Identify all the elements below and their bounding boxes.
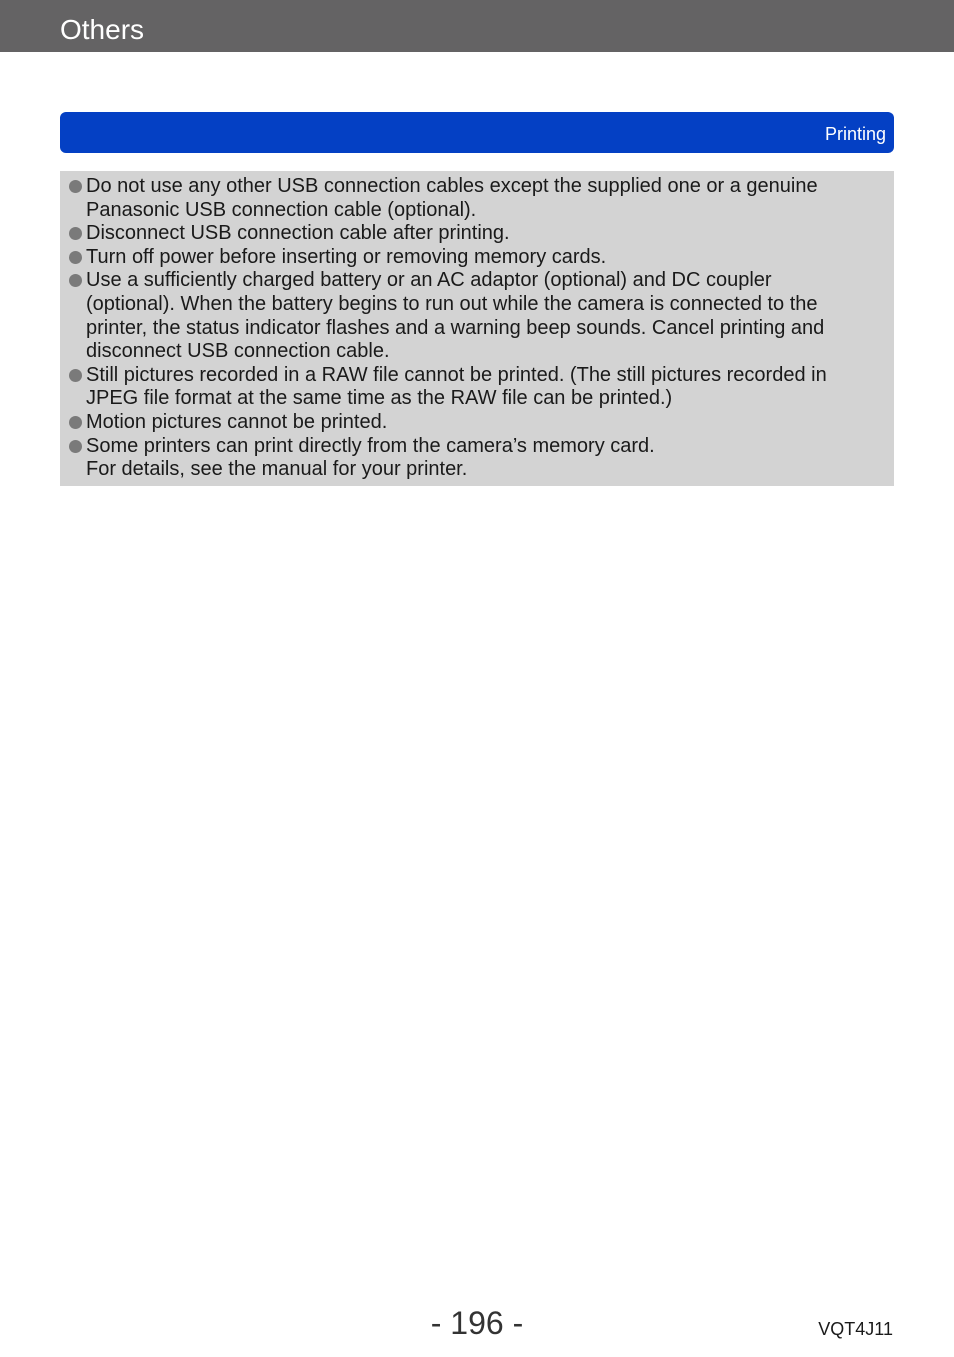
note-line: JPEG file format at the same time as the RAW file can be printed.) bbox=[86, 387, 673, 410]
note-item bbox=[68, 222, 874, 246]
note-line: Still pictures recorded in a RAW file cannot be printed. (The still pictures recorded in bbox=[86, 363, 827, 386]
note-item bbox=[68, 246, 874, 270]
section-label: Printing bbox=[824, 124, 886, 144]
note-item bbox=[68, 269, 874, 363]
note-line: (optional). When the battery begins to run out while the camera is connected to the bbox=[86, 292, 818, 315]
note-item bbox=[68, 435, 874, 482]
note-line: disconnect USB connection cable. bbox=[86, 340, 390, 363]
note-line: Motion pictures cannot be printed. bbox=[86, 410, 388, 433]
bullet-dot-icon bbox=[69, 274, 82, 287]
chapter-title: Others bbox=[60, 14, 145, 45]
note-line: Disconnect USB connection cable after printing. bbox=[86, 222, 510, 245]
notes-box bbox=[60, 171, 894, 486]
note-line: Panasonic USB connection cable (optional). bbox=[86, 198, 477, 221]
note-line: Some printers can print directly from the camera’s memory card. bbox=[86, 434, 655, 457]
bullet-dot-icon bbox=[69, 369, 82, 382]
bullet-dot-icon bbox=[69, 416, 82, 429]
note-line: Do not use any other USB connection cables except the supplied one or a genuine bbox=[86, 175, 818, 197]
bullet-dot-icon bbox=[69, 227, 82, 240]
document-code: VQT4J11 bbox=[818, 1319, 893, 1339]
note-item bbox=[68, 175, 874, 222]
page-number: - 196 - bbox=[430, 1305, 524, 1341]
note-item bbox=[68, 411, 874, 435]
note-line: For details, see the manual for your printer. bbox=[86, 458, 468, 481]
note-line: printer, the status indicator flashes and a warning beep sounds. Cancel printing and bbox=[86, 316, 825, 339]
chapter-header-bar bbox=[0, 0, 954, 52]
note-line: Turn off power before inserting or removing memory cards. bbox=[86, 245, 607, 268]
note-item bbox=[68, 364, 874, 411]
bullet-dot-icon bbox=[69, 180, 82, 193]
section-bar bbox=[60, 112, 894, 153]
note-line: Use a sufficiently charged battery or an AC adaptor (optional) and DC coupler bbox=[86, 269, 772, 292]
bullet-dot-icon bbox=[69, 440, 82, 453]
bullet-dot-icon bbox=[69, 251, 82, 264]
notes-list bbox=[68, 175, 874, 482]
